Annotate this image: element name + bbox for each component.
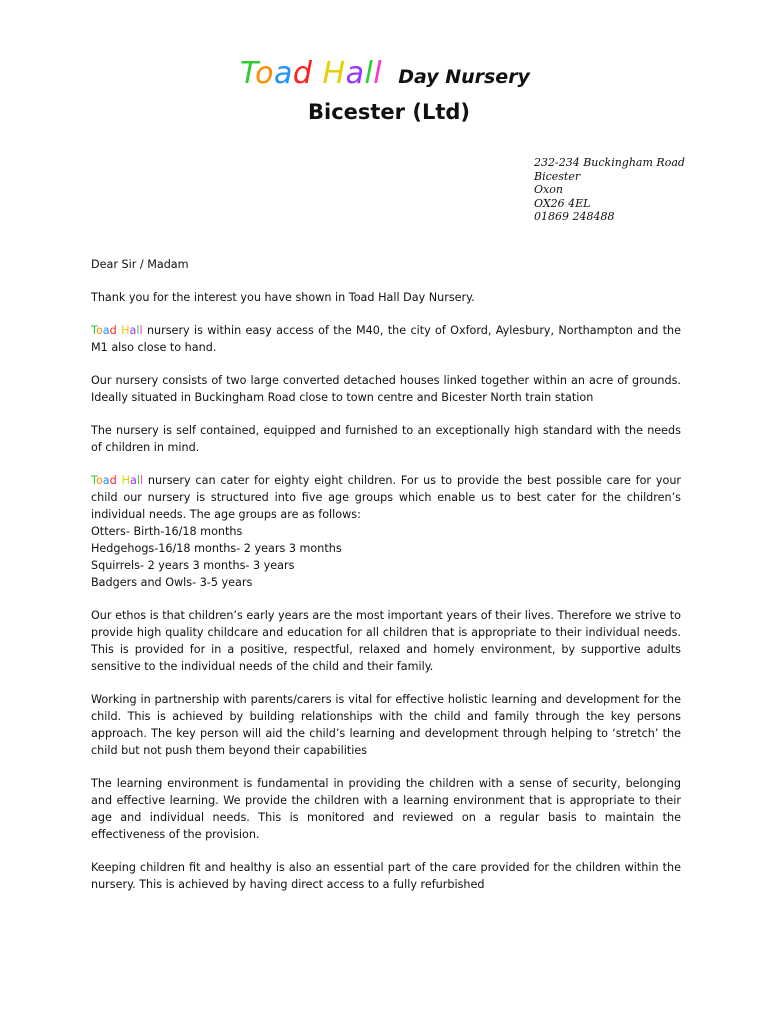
paragraph-location-text: nursery is within easy access of the M40, the city of Oxford, Aylesbury, Northampton and the M1 also close to hand. (91, 324, 681, 354)
address-line: Oxon (534, 183, 563, 197)
address-line: 232-234 Buckingham Road (534, 156, 685, 169)
logo-letter: o (255, 56, 275, 91)
paragraph-partnership: Working in partnership with parents/carers is vital for effective holistic learning and development for the child. This is achieved by building relationships with the child and family through the key persons approach. The key person will aid the child’s learning and development through helping to ‘stretch’ the child but not push them beyond their capabilities (91, 693, 681, 757)
paragraph-health: Keeping children fit and healthy is also an essential part of the care provided for the children within the nursery. This is achieved by having direct access to a fully refurbished (91, 861, 681, 891)
letter-body (91, 256, 681, 909)
paragraph-age-groups-text: nursery can cater for eighty eight children. For us to provide the best possible care for your child our nursery is structured into five age groups which enable us to best cater for the children’s individual needs. The age groups are as follows: (91, 474, 682, 521)
age-group-item: Hedgehogs-16/18 months- 2 years 3 months (91, 542, 342, 555)
logo-letter: H (121, 474, 131, 487)
salutation: Dear Sir / Madam (91, 258, 189, 271)
age-group-item: Badgers and Owls- 3-5 years (91, 576, 253, 589)
paragraph-location (91, 322, 681, 356)
logo-letter: T (91, 324, 96, 337)
logo-letter: a (130, 474, 137, 487)
paragraph-ethos: Our ethos is that children’s early years are the most important years of their lives. Therefore we strive to provide high quality childcare and education for all children that is appropriate to their individual needs. This is provided for in a positive, respectful, relaxed and homely environment, by supportive adults sensitive to the individual needs of the child and their family. (91, 609, 681, 673)
paragraph-premises: Our nursery consists of two large converted detached houses linked together within an acre of grounds. Ideally situated in Buckingham Road close to town centre and Bicester North train station (91, 374, 681, 404)
logo-letter: H (121, 324, 130, 337)
age-group-item: Otters- Birth-16/18 months (91, 525, 243, 538)
paragraph-standard: The nursery is self contained, equipped and furnished to an exceptionally high standard with the needs of children in mind. (91, 424, 681, 454)
logo-letter: a (274, 56, 293, 91)
address-line: Bicester (534, 169, 581, 183)
logo-letter: o (95, 324, 103, 337)
logo-letter: l (373, 56, 383, 91)
logo-word-hall (323, 56, 383, 91)
logo-letter: d (109, 474, 117, 487)
title-rest: Day Nursery (398, 66, 530, 88)
logo-letter: l (139, 324, 143, 337)
phone-number: 01869 248488 (534, 210, 615, 224)
age-group-item: Squirrels- 2 years 3 months- 3 years (91, 559, 295, 572)
logo-letter: d (109, 324, 117, 337)
nursery-title (0, 56, 770, 95)
letterhead (0, 56, 770, 127)
logo-letter: H (322, 56, 346, 91)
paragraph-age-groups (91, 472, 681, 591)
logo-word-toad (240, 56, 312, 91)
nursery-subtitle: Bicester (Ltd) (308, 100, 470, 124)
logo-letter: a (129, 324, 137, 337)
address-line: OX26 4EL (534, 196, 591, 210)
logo-text (240, 56, 392, 91)
logo-letter: a (102, 474, 110, 487)
logo-letter: l (139, 474, 144, 487)
address-block (534, 156, 734, 224)
inline-toad-hall (91, 324, 143, 337)
logo-letter: o (95, 474, 103, 487)
paragraph-environment: The learning environment is fundamental in providing the children with a sense of security, belonging and effective learning. We provide the children with a learning environment that is appropriate to their age and individual needs. This is monitored and reviewed on a regular basis to maintain the effectiveness of the provision. (91, 777, 681, 841)
paragraph-thanks: Thank you for the interest you have shown in Toad Hall Day Nursery. (91, 291, 475, 304)
logo-letter: l (364, 56, 374, 91)
logo-letter: l (136, 324, 140, 337)
logo-letter: a (345, 56, 365, 91)
inline-toad-hall (91, 474, 143, 487)
logo-letter: a (102, 324, 110, 337)
logo-letter: T (91, 474, 96, 487)
logo-letter: l (136, 474, 140, 487)
logo-letter: T (240, 56, 256, 91)
logo-letter: d (292, 56, 313, 91)
